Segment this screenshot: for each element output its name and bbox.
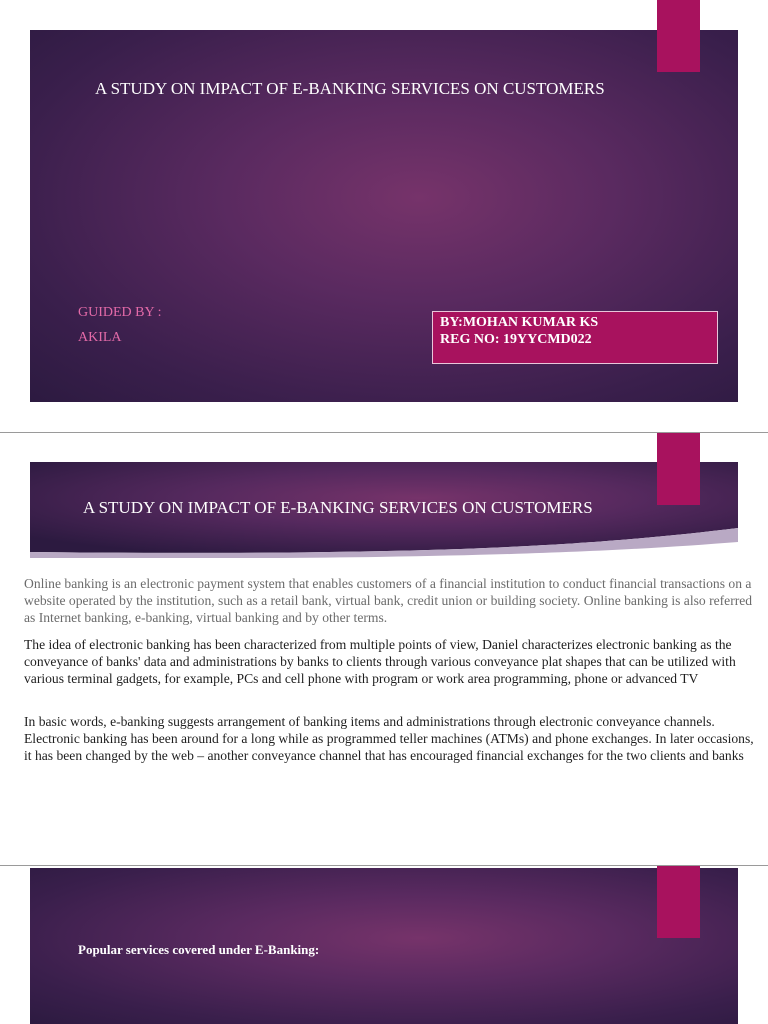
guided-by-label: GUIDED BY : <box>78 305 162 320</box>
slide-2-accent-tab <box>657 433 700 505</box>
slide-3-heading: Popular services covered under E-Banking: <box>78 942 320 957</box>
slide-separator-2 <box>0 865 768 866</box>
author-name: BY:MOHAN KUMAR KS <box>440 315 599 330</box>
registration-number: REG NO: 19YYCMD022 <box>440 332 592 347</box>
paragraph-electronic-banking-idea: The idea of electronic banking has been characterized from multiple points of view, Daniel characterizes electronic banking as the conveyance of banks' data and administrations by banks to clients through various conveyance plat shapes that can be utilized with various terminal gadgets, for example, PCs and cell phone with program or work area programming, phone or advanced TV <box>24 637 736 686</box>
author-box <box>432 311 718 364</box>
slide-3-accent-tab <box>657 866 700 938</box>
slide-2-title: A STUDY ON IMPACT OF E-BANKING SERVICES ON CUSTOMERS <box>83 498 593 517</box>
paragraph-online-banking: Online banking is an electronic payment system that enables customers of a financial institution to conduct financial transactions on a website operated by the institution, such as a retail bank, virtual bank, credit union or building society. Online banking is also referred as Internet banking, e-banking, virtual banking and by other terms. <box>24 576 753 625</box>
paragraph-e-banking-basics: In basic words, e-banking suggests arrangement of banking items and administrations through electronic conveyance channels. Electronic banking has been around for a long while as programmed teller machines (ATMs) and phone exchanges. In later occasions, it has been changed by the web – another conveyance channel that has encouraged financial exchanges for the two clients and banks <box>24 714 754 763</box>
slide-1-accent-tab <box>657 0 700 72</box>
slide-1-title: A STUDY ON IMPACT OF E-BANKING SERVICES ON CUSTOMERS <box>95 79 605 98</box>
guide-name: AKILA <box>78 330 122 345</box>
slide-1 <box>0 0 768 432</box>
